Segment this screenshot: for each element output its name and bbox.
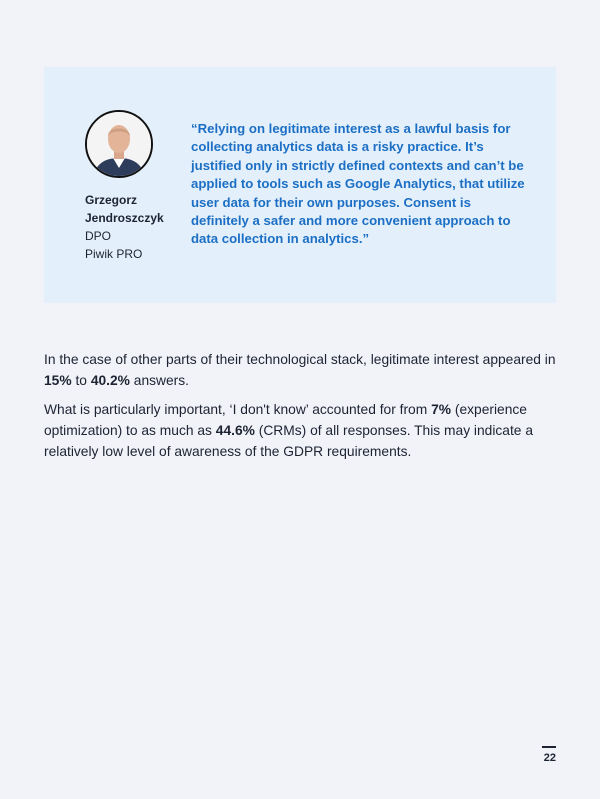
page-number: 22 (543, 752, 556, 764)
quote-text: “Relying on legitimate interest as a lawful basis for collecting analytics data is a risky practice. It’s justified only in strictly defined contexts and can’t be applied to tools such as Google Analytics, that utilize user data for their own purposes. Consent is definitely a safer and more convenient approach to data collection in analytics.” (191, 121, 525, 247)
page-number-rule (542, 746, 556, 748)
paragraph-text: answers. (129, 373, 189, 388)
portrait-image (87, 112, 151, 176)
paragraph-legitimate-interest (44, 349, 556, 391)
stat-value: 7% (431, 402, 452, 417)
author-company: Piwik PRO (85, 247, 143, 261)
stat-value: 15% (44, 373, 72, 388)
stat-value: 44.6% (215, 423, 255, 438)
paragraph-text: (CRMs) of all responses. This may indicate a relatively low level of awareness of the GDPR requirements. (44, 423, 533, 459)
paragraph-text: (experience optimization) to as much as (44, 402, 527, 438)
author-role: DPO (85, 229, 112, 243)
paragraph-text: In the case of other parts of their technological stack, legitimate interest appeared in (44, 352, 556, 367)
author-last-name: Jendroszczyk (85, 211, 164, 225)
author-photo (85, 110, 153, 178)
author-first-name: Grzegorz (85, 193, 138, 207)
stat-value: 40.2% (90, 373, 130, 388)
paragraph-text: What is particularly important, ‘I don't know’ accounted for from (44, 402, 432, 417)
paragraph-dont-know (44, 399, 556, 462)
quote-card (44, 67, 556, 303)
paragraph-text: to (71, 373, 91, 388)
author-info (85, 191, 195, 263)
